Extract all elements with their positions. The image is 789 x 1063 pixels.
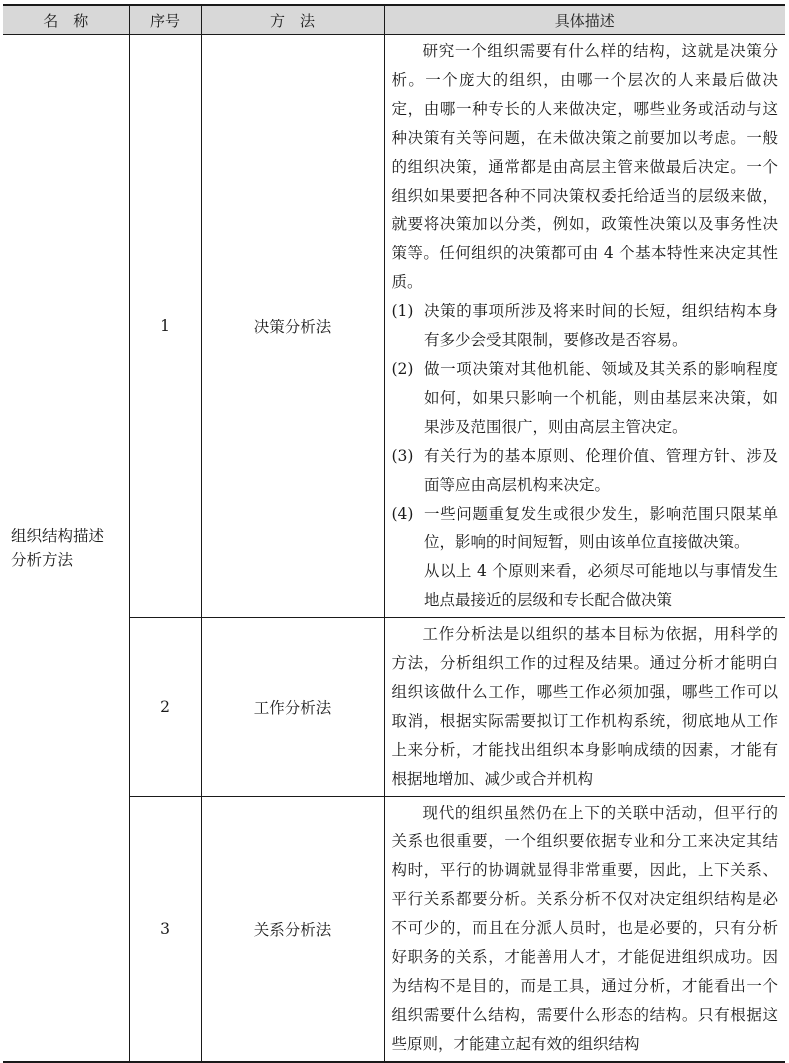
seq-cell: 2 (129, 618, 201, 796)
category-line-2: 分析方法 (11, 550, 74, 569)
item-number: (4) (391, 504, 414, 523)
item-text: 做一项决策对其他机能、领域及其关系的影响程度如何，如果只影响一个机能，则由基层来决策，如果涉及范围很广，则由高层主管决定。 (424, 359, 778, 436)
item-text: 决策的事项所涉及将来时间的长短，组织结构本身有多少会受其限制，要修改是否容易。 (424, 302, 778, 350)
header-desc: 具体描述 (384, 5, 785, 35)
header-name: 名 称 (3, 5, 129, 35)
desc-cell (384, 35, 785, 618)
item-text: 有关行为的基本原则、伦理价值、管理方针、涉及面等应由高层机构来决定。 (424, 446, 778, 494)
list-item (392, 442, 779, 500)
seq-cell: 1 (129, 35, 201, 618)
method-cell: 关系分析法 (201, 796, 384, 1062)
method-cell: 工作分析法 (201, 618, 384, 796)
category-cell (3, 35, 129, 1062)
desc-cell (384, 796, 785, 1062)
item-number: (2) (391, 359, 414, 378)
list-item (392, 297, 779, 355)
item-number: (3) (391, 446, 414, 465)
desc-conclusion: 从以上 4 个原则来看，必须尽可能地以与事情发生地点最接近的层级和专长配合做决策 (424, 562, 778, 610)
list-item (392, 355, 779, 442)
seq-cell: 3 (129, 796, 201, 1062)
table-row (3, 35, 785, 618)
list-item (392, 500, 779, 558)
methods-table (3, 4, 785, 1063)
category-line-1: 组织结构描述 (11, 526, 105, 545)
header-row (3, 5, 785, 35)
header-seq: 序号 (129, 5, 201, 35)
desc-intro: 研究一个组织需要有什么样的结构，这就是决策分析。一个庞大的组织，由哪一个层次的人来最后做决定，由哪一种专长的人来做决定，哪些业务或活动与这种决策有关等问题，在未做决策之前要加以考虑。一般的组织决策，通常都是由高层主管来做最后决定。一个组织如果要把各种不同决策权委托给适当的层级来做，就要将决策加以分类，例如，政策性决策以及事务性决策等。任何组织的决策都可由 4 个基本特性来决定其性质。 (391, 42, 778, 292)
header-method: 方 法 (201, 5, 384, 35)
method-cell: 决策分析法 (201, 35, 384, 618)
item-number: (1) (391, 302, 414, 321)
desc-text: 现代的组织虽然仍在上下的关联中活动，但平行的关系也很重要，一个组织要依据专业和分工来决定其结构时，平行的协调就显得非常重要，因此，上下关系、平行关系都要分析。关系分析不仅对决定组织结构是必不可少的，而且在分派人员时，也是必要的，只有分析好职务的关系，才能善用人才，才能促进组织成功。因为结构不是目的，而是工具，通过分析，才能看出一个组织需要什么结构，需要什么形态的结构。只有根据这些原则，才能建立起有效的组织结构 (391, 803, 778, 1053)
desc-cell (384, 618, 785, 796)
item-text: 一些问题重复发生或很少发生，影响范围只限某单位，影响的时间短暂，则由该单位直接做决策。 (424, 504, 778, 552)
desc-text: 工作分析法是以组织的基本目标为依据，用科学的方法，分析组织工作的过程及结果。通过分析才能明白组织该做什么工作，哪些工作必须加强，哪些工作可以取消，根据实际需要拟订工作机构系统，彻底地从工作上来分析，才能找出组织本身影响成绩的因素，才能有根据地增加、减少或合并机构 (391, 625, 778, 788)
